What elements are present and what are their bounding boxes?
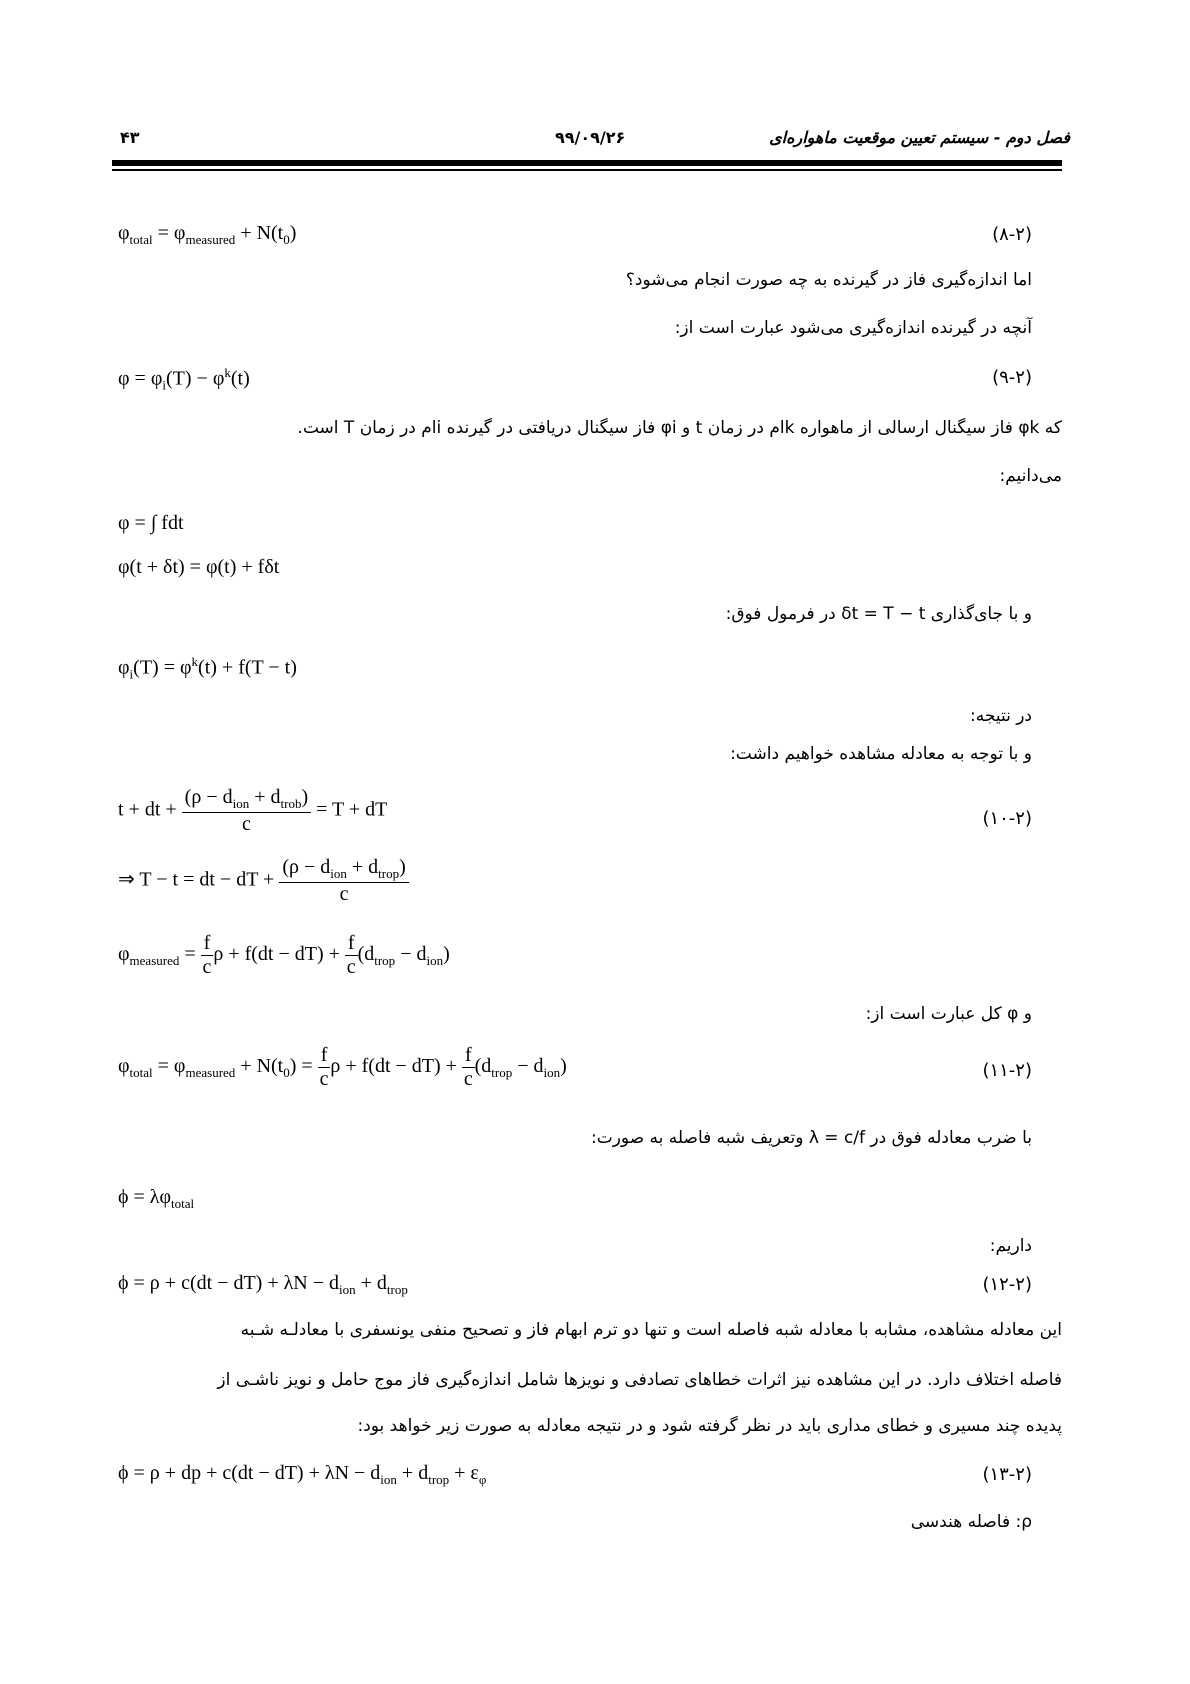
substitution-line: و با جای‌گذاری δt = T − t در فرمول فوق: (725, 604, 1032, 624)
header-rule-thin (112, 169, 1062, 171)
taylor-equation: φ(t + δt) = φ(t) + fδt (118, 556, 280, 578)
measured-line: آنچه در گیرنده اندازه‌گیری می‌شود عبارت است از: (674, 318, 1032, 338)
chapter-title: فصل دوم - سیستم تعیین موقعیت ماهواره‌ای (769, 128, 1070, 147)
measured-phase-equation: $\varphi_{measured}$ = $\frac{f}{c}$ ρ + f(dt − dT) + $\frac{f}{c}$ $(d_{trop} - d_{ion})$ (118, 932, 450, 978)
multiply-line: با ضرب معادله فوق در λ = c/f وتعریف شبه فاصله به صورت: (590, 1128, 1032, 1148)
equation-8-number: (۸-۲) (992, 224, 1032, 245)
equation-10b: ⇒ T − t = dt − dT + $\frac{(\rho - d_{ion} + d_{trop})}{c}$ (118, 856, 409, 906)
equation-11: $\varphi_{total} = \varphi_{measured} + N(t_0)$ = $\frac{f}{c}$ ρ + f(dt − dT) + $\frac{f}{c}$ $(d_{trop} - d_{ion})$ (118, 1044, 567, 1090)
paragraph-line-3: پدیده چند مسیری و خطای مداری باید در نظر گرفته شود و در نتیجه معادله به صورت زیر خواهد بود: (357, 1416, 1062, 1436)
we-know-label: می‌دانیم: (999, 466, 1062, 486)
equation-9-number: (۹-۲) (992, 367, 1032, 388)
equation-13-number: (۱۳-۲) (982, 1464, 1032, 1485)
equation-12-number: (۱۲-۲) (982, 1274, 1032, 1295)
paragraph-line-1: این معادله مشاهده، مشابه با معادله شبه فاصله است و تنها دو ترم ابهام فاز و تصحیح منفی یونسفری با معادلـه شـبه (240, 1320, 1062, 1340)
equation-8: $\varphi_{total} = \varphi_{measured} + N(t_0)$ (118, 222, 297, 247)
equation-10: t + dt + $\frac{(\rho - d_{ion} + d_{trob})}{c}$ = T + dT (118, 786, 388, 835)
header-rule-thick (112, 160, 1062, 166)
equation-11-number: (۱۱-۲) (982, 1060, 1032, 1081)
equation-10-number: (۱۰-۲) (982, 808, 1032, 829)
total-phase-line: و φ کل عبارت است از: (865, 1004, 1032, 1024)
observation-line: و با توجه به معادله مشاهده خواهیم داشت: (730, 744, 1032, 764)
integral-equation: φ = ∫ fdt (118, 512, 184, 534)
result-label: در نتیجه: (970, 706, 1032, 726)
paragraph-line-2: فاصله اختلاف دارد. در این مشاهده نیز اثرات خطاهای تصادفی و نویزها شامل اندازه‌گیری فاز موج حامل و نویز ناشـی از (217, 1370, 1062, 1390)
equation-12: $\phi = \rho + c(dt - dT) + \lambda N - d_{ion} + d_{trop}$ (118, 1272, 408, 1297)
phase-description: که φk فاز سیگنال ارسالی از ماهواره kام در زمان t و φi فاز سیگنال دریافتی در گیرنده iام در زمان T است. (297, 418, 1062, 438)
page-number: ۴۳ (120, 128, 140, 147)
equation-9: $\varphi = \varphi_i(T) - \varphi^k(t)$ (118, 365, 250, 393)
rho-definition: ρ: فاصله هندسی (910, 1512, 1032, 1532)
pseudorange-definition: $\phi = \lambda\varphi_{total}$ (118, 1186, 195, 1211)
have-label: داریم: (989, 1236, 1032, 1256)
question-line: اما اندازه‌گیری فاز در گیرنده به چه صورت انجام می‌شود؟ (625, 270, 1032, 290)
header-date: ۹۹/۰۹/۲۶ (555, 128, 626, 147)
substitution-equation: $\varphi_i(T) = \varphi^k(t) + f(T - t)$ (118, 654, 297, 682)
equation-13: ϕ = ρ + dp + $c(dt - dT) + \lambda N - d_{ion} + d_{trop} + \varepsilon_\varphi$ (118, 1462, 487, 1487)
